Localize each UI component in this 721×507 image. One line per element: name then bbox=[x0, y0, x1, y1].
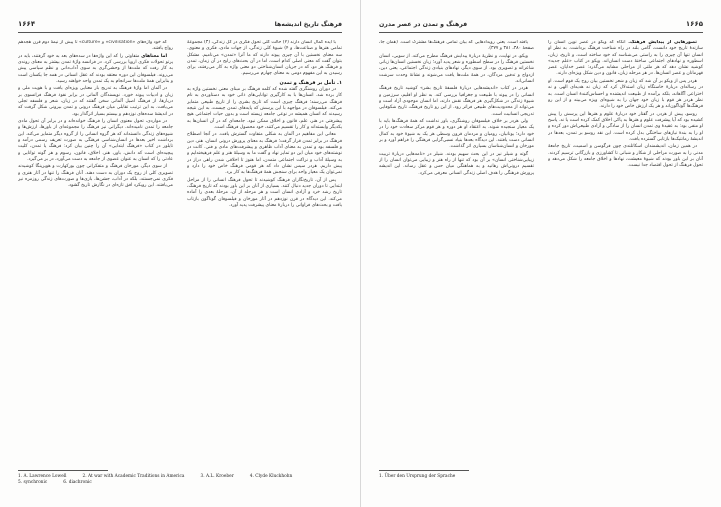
paragraph: معانی این مفاهیم در آلمان به شکلی متفاوت گسترش یافت. در آنجا اصطلاح فرهنگ در برابر تمدن قرار گرفت؛ فرهنگ به معنای پرورش درونی انسان، هنر، دین و فلسفه بود و تمدن به معنای آداب ظاهری و پیشرفت‌های مادی و فنی. کانت در نوشته‌های خود میان این دو تمایز نهاد و گفت ما به وسیلهٔ هنر و علم فرهیخته‌ایم و به وسیلهٔ آداب و نزاکت اجتماعی متمدن، اما هنوز تا اخلاقی شدن راهی دراز در پیش داریم. هردر سپس نشان داد که هر قومی فرهنگ خاص خود را دارد و نمی‌توان یک معیار واحد برای سنجش همهٔ فرهنگ‌ها به کار برد. bbox=[187, 132, 342, 176]
paragraph: گوته و شیلر نیز در این بحث سهیم بودند. شیلر در «نامه‌هایی دربارهٔ تربیت زیبایی‌شناختی انسان» بر آن بود که تنها از راه هنر و زیبایی می‌توان انسان را از تقسیم درونی‌اش رهانید و به هماهنگی میان حس و عقل رساند. این اندیشه پرورش فرهنگی را هدف اصلی زندگی انسانی معرفی می‌کرد. bbox=[379, 151, 534, 176]
footnotes bbox=[18, 474, 342, 486]
paragraph: اما معناهای متفاوتی را که این واژه‌ها در سده‌های بعد به خود گرفتند، باید در پرتو تحولات فکری اروپا بررسی کرد. در فرانسه واژهٔ تمدن بیشتر به معنای روندی به کار رفت که ملت‌ها از وحشی‌گری به سوی آداب‌دانی و نظم سیاسی پیش می‌روند. فیلسوفان این دوره معتقد بودند که عقل انسانی در همه جا یکسان است و بنابراین همهٔ ملت‌ها سرانجام به یک تمدن واحد خواهند رسید. bbox=[18, 53, 173, 84]
footnote: 6. diachronic bbox=[63, 480, 92, 485]
footnote: 5. synchronic bbox=[18, 480, 48, 485]
paragraph: هردر پس از ویکو بر آن شد که زبان و شعر نخستین بیان روح یک قوم است. او در رساله‌ای دربارهٔ خاستگاه زبان استدلال کرد که زبان نه هدیه‌ای الهی و نه اختراعی آگاهانه، بلکه برآمده از طبیعت اندیشنده و احساس‌کنندهٔ انسان است. به نظر هردر هر قوم با زبان خود جهان را به شیوه‌ای ویژه می‌بیند و از این رو فرهنگ‌ها گوناگون‌اند و هر یک ارزش خاص خود را دارند. bbox=[548, 78, 703, 110]
text-column-left bbox=[18, 40, 173, 458]
text-column-right bbox=[548, 40, 703, 458]
paragraph: روسو، پیش از هردر، در گفتار خود دربارهٔ علوم و هنرها این پرسش را پیش کشیده بود که آیا پیشرفت علوم و هنرها به پاکی اخلاق کمک کرده است یا نه. پاسخ او منفی بود: به عقیدهٔ وی تمدن انسان را از سادگی و آزادی طبیعی‌اش دور کرده و او را به بندهٔ نیازهای ساختگی بدل کرده است. این نقد روسو بر تمدن، بعدها در اندیشهٔ رمانتیک‌ها بازتابی گسترده یافت. bbox=[548, 111, 703, 142]
paragraph: که خود واژه‌های «civilisation» و «culture» تا پیش از نیمهٔ دوم قرن هجدهم رواج یافتند. bbox=[18, 40, 173, 52]
paragraph-lead: تصورهایی از پیدایش فرهنگ. bbox=[628, 40, 697, 45]
running-title: فرهنگ و تمدن در عصر مدرن bbox=[379, 21, 468, 28]
paragraph: در دوران روشنگری گفته شده که کلمه فرهنگ بر مبنای معنی نخستین واژه به کار برده شد. انسان‌ها با به کارگیری توانایی‌های ذاتی خود به دستاوردی به نام فرهنگ می‌رسند؛ فرهنگ چیزی است که تاریخ بشری را از تاریخ طبیعی متمایز می‌کند. فیلسوفان در مواجهه با این پرسش که پایه‌های تمدن چیست، به این نتیجه رسیدند که انسان همیشه در نوعی جامعه زیسته است و بدون حیات اجتماعی هیچ پیشرفتی در هنر، علم، قانون و اخلاق ممکن نبود. جامعه‌ای که در آن انسان‌ها به یکدیگر وابسته‌اند و کار را تقسیم می‌کنند، خود محصول فرهنگ است. bbox=[187, 87, 342, 130]
footnote: 3. A.L. Kroeber bbox=[200, 474, 234, 479]
text-column-right bbox=[187, 40, 342, 458]
paragraph: در آلمان اما واژهٔ فرهنگ به تدریج بار معنایی ویژه‌ای یافت و با هویت ملی و زبان و ادبیات پیوند خورد. نویسندگان آلمانی در برابر نفوذ فرهنگ فرانسوی بر دربارها، از فرهنگ اصیل آلمانی سخن گفتند که در زبان، شعر و فلسفه تجلی می‌یافت. به این ترتیب تقابلی میان فرهنگ درونی و تمدن بیرونی شکل گرفت که در اندیشهٔ سده‌های نوزدهم و بیستم بسیار اثرگذار بود. bbox=[18, 86, 173, 117]
footnote: 4. Clyde Kluckhohn bbox=[249, 474, 293, 479]
paragraph: با ایده کمال انسان دارند (۲) حالت کلی تحول فکری در کل زندگی، (۳) مجموعهٔ تمامی هنرها و صناعت‌ها، و ۴) شیوهٔ کلی زندگی، از جهات مادی، فکری و معنوی. سه معنای نخستین با آن چیزی پیوند دارند که ما آنرا «تمدن» می‌نامیم. مشکل بتوان گفت که معنی اصلی کدام است، اما در آن بحث‌های رایج در آن زمان، تمدن و فرهنگ هر دو، که در جریان انسان‌شناختی دو معنی واژه به کار می‌رفتند، برای رسیدن به این مفهوم دومی به معنای چهارم می‌رسیم. bbox=[187, 40, 342, 77]
paragraph: هردر در کتاب «اندیشه‌هایی دربارهٔ فلسفهٔ تاریخ بشر» کوشید تاریخ فرهنگ انسانی را در پیوند با طبیعت و جغرافیا بررسی کند. به نظر او اقلیم، سرزمین و شیوهٔ زندگی در شکل‌گیری هر فرهنگ نقش دارند، اما انسان موجودی آزاد است و می‌تواند از محدودیت‌های طبیعی فراتر رود. از این رو تاریخ فرهنگ، تاریخ شکوفایی تدریجی انسانیت است. bbox=[379, 86, 534, 117]
running-head bbox=[18, 20, 342, 33]
footnote: 1. Über den Ursprung der Sprache bbox=[379, 474, 456, 479]
footnote: 2. At war with Academic Traditions in America bbox=[82, 474, 185, 479]
page-number: ۱۶۶۵ bbox=[685, 20, 703, 28]
paragraph: در همین زمان، اندیشمندان اسکاتلندی چون فرگوسن و اسمیت، تاریخ جامعهٔ مدنی را به صورت مراحلی از شکار و شبانی تا کشاورزی و بازرگانی ترسیم کردند. آنان بر این باور بودند که شیوهٔ معیشت، نهادها و اخلاق جامعه را شکل می‌دهد و تحول فرهنگ از تحول اقتصاد جدا نیست. bbox=[548, 144, 703, 169]
running-title: فرهنگ تاریخ اندیشه‌ها bbox=[274, 21, 342, 28]
footnotes bbox=[379, 474, 703, 480]
paragraph: پس از آن، تاریخ‌نگاران فرهنگ کوشیدند تا تحول فرهنگ انسانی را از مراحل ابتدایی تا دوران جدید دنبال کنند. بسیاری از آنان بر این باور بودند که تاریخ فرهنگ، تاریخ رشد خرد و آزادی انسان است و هر مرحله از آن، مرحلهٔ بعدی را آماده می‌کند. این دیدگاه در قرن نوزدهم در آثار مورخان و فیلسوفان گوناگون بازتاب یافت و بحث‌های فراوانی را دربارهٔ معنای پیشرفت پدید آورد. bbox=[187, 177, 342, 208]
paragraph-lead: اما معناهای bbox=[141, 53, 167, 59]
text-column-left bbox=[379, 40, 534, 458]
paragraph: تصورهایی از پیدایش فرهنگ. آنگاه که ویکو در عصر نوین انسان را سازندهٔ تاریخ خود دانست، گامی بلند در راه شناخت فرهنگ برداشت. به نظر او انسان تنها آن چیزی را به راستی می‌شناسد که خود ساخته است، و تاریخ، زبان، اسطوره و نهادهای اجتماعی ساختهٔ دست انسان‌اند. ویکو در کتاب «علم جدید» کوشید نشان دهد که هر ملتی از مراحلی مشابه می‌گذرد: عصر خدایان، عصر قهرمانان و عصر انسان‌ها. در هر مرحله زبان، قانون و دین شکل ویژه‌ای دارند. bbox=[548, 40, 703, 77]
paragraph: از سوی دیگر، مورخان فرهنگ و متفکرانی چون بورکهارت و هویزینگا کوشیدند تصویری کلی از روح یک دوران به دست دهند. آنان فرهنگ را تنها در آثار هنری و فکری نمی‌جستند، بلکه در آداب، جشن‌ها، بازی‌ها و صورت‌های زندگی روزمره نیز می‌یافتند. این رویکرد افق تازه‌ای در نگارش تاریخ گشود. bbox=[18, 164, 173, 189]
footnote: 1. A. Lawrence Lowell bbox=[18, 474, 67, 479]
page-number: ۱۶۶۴ bbox=[18, 20, 36, 28]
footnote-divider bbox=[18, 470, 108, 471]
running-head bbox=[379, 20, 703, 33]
paragraph: ویکو، در نهایت، و نظریهٔ دربارهٔ پیدایش فرهنگ مطرح می‌کند. از سویی، انسان نخستین فرهنگ را در سطح اسطوره و شعر پدید آورد؛ زبان نخستین انسان‌ها زبانی شاعرانه و تصویری بود. از سوی دیگر، نهادهای بنیادی زندگی اجتماعی، یعنی دین، ازدواج و تدفین مردگان، در همهٔ ملت‌ها یافت می‌شوند و نشانهٔ وحدت سرشت انسانی‌اند. bbox=[379, 53, 534, 84]
paragraph: در مواردی، تحول معنوی انسان را فرهنگ خوانده‌اند و در برابر آن تحول مادی جامعه را تمدن نامیده‌اند. دیگرانی نیز فرهنگ را مجموعه‌ای از باورها، ارزش‌ها و شیوه‌های زندگی دانسته‌اند که هر گروه انسانی را از گروه دیگر متمایز می‌کند. این برداشت اخیر بعدها در انسان‌شناسی فرهنگی به صورت تعریف رسمی درآمد و تایلور در کتاب «فرهنگ ابتدایی» آن را چنین بیان کرد: فرهنگ یا تمدن، کلیت پیچیده‌ای است که دانش، باور، هنر، اخلاق، قانون، رسوم و هر گونه توانایی و عادتی را که انسان به عنوان عضوی از جامعه به دست می‌آورد، در بر می‌گیرد. bbox=[18, 119, 173, 162]
paragraph: یافته است. یعنی رویدادهایی که بیان تمامی فرهنگ‌ها مشترک است. (همان جا، صفحهٔ ۳۸۰، ۳۸۱ و ۳۷۷). bbox=[379, 40, 534, 52]
paragraph: ولی هردر بر خلاف فیلسوفان روشنگری، باور نداشت که همهٔ فرهنگ‌ها باید با یک معیار سنجیده شوند. به اعتقاد او هر دوره و هر قوم مرکز سعادت خود را در خود دارد؛ یونانیان، رومیان و مردمان قرون وسطی هر یک به شیوهٔ خود به کمال انسانی دست یافتند. این دیدگاه بعدها بنیاد نسبی‌گرایی فرهنگی را فراهم آورد و بر مورخان و انسان‌شناسان بسیاری اثر گذاشت. bbox=[379, 119, 534, 150]
right-page bbox=[361, 0, 721, 507]
section-heading: ۱. تأمل بر فرهنگ و تمدن bbox=[279, 79, 342, 86]
footnote-divider bbox=[379, 470, 469, 471]
